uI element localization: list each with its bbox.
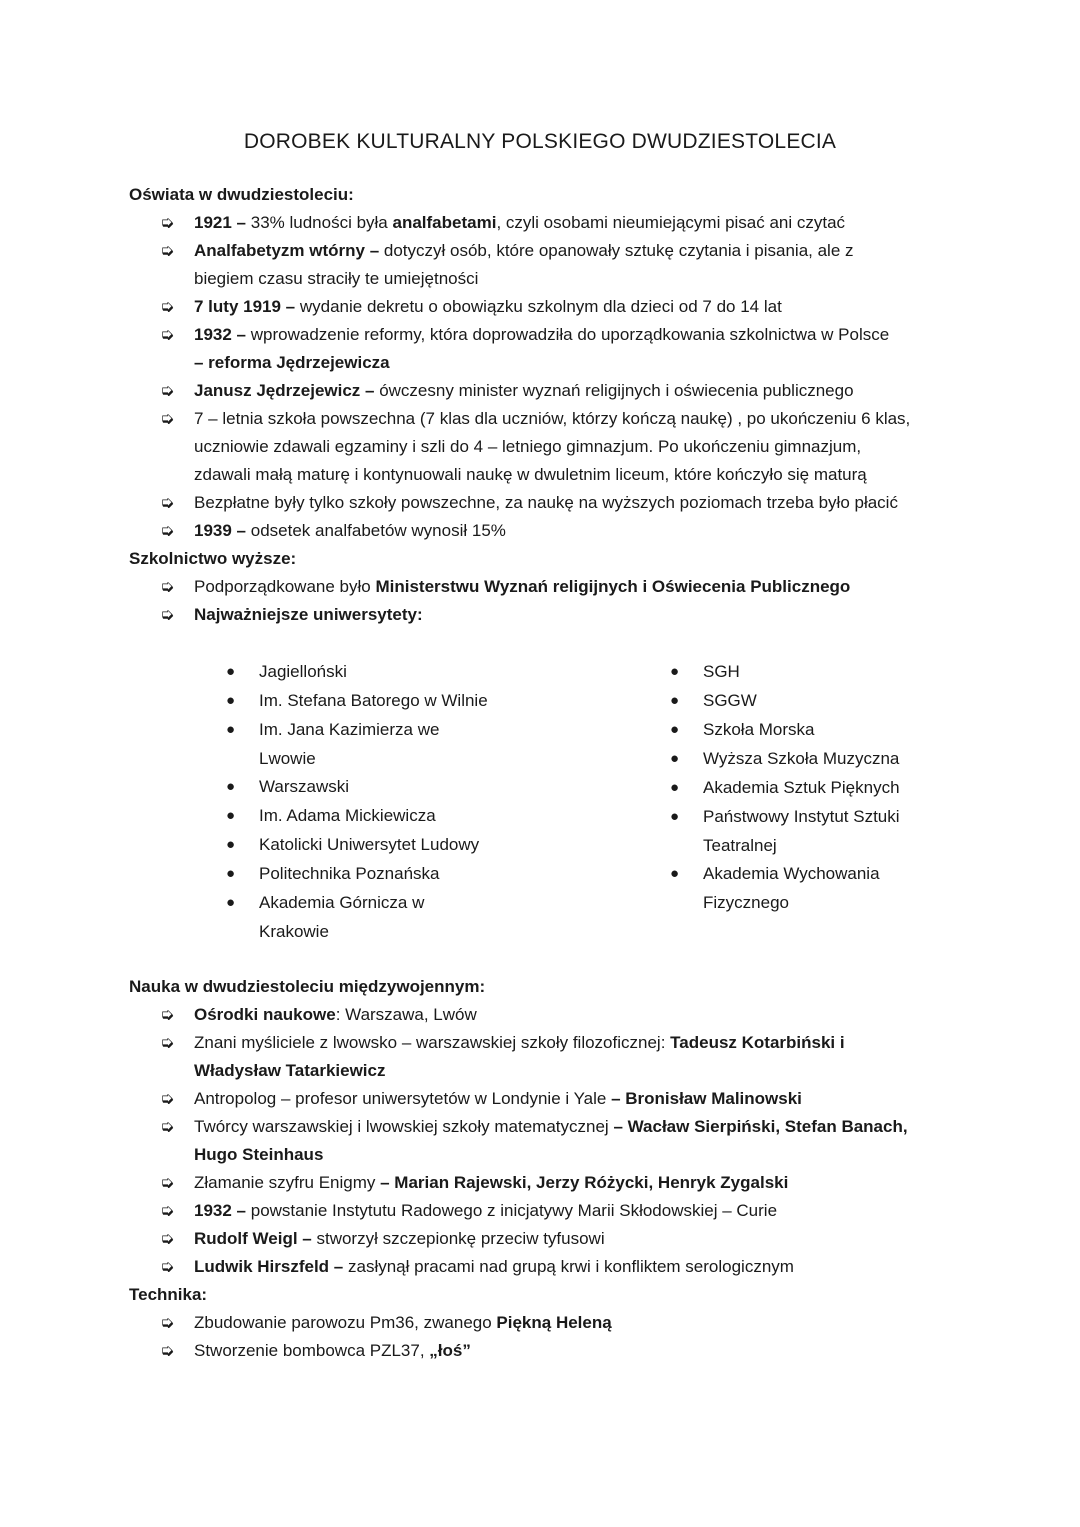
bullet-dot-icon: ● xyxy=(670,663,680,680)
university-item: ● SGGW xyxy=(670,687,757,716)
arrow-bullet-icon: ➭ xyxy=(160,605,175,624)
arrow-bullet-icon: ➭ xyxy=(160,577,175,596)
arrow-bullet-icon: ➭ xyxy=(160,409,175,428)
list-item: ➭ Antropolog – profesor uniwersytetów w Londynie i Yale – Bronisław Malinowski xyxy=(160,1085,960,1113)
list-item: ➭ 1939 – odsetek analfabetów wynosił 15% xyxy=(160,517,960,545)
arrow-bullet-icon: ➭ xyxy=(160,1005,175,1024)
list-item: ➭ Ośrodki naukowe: Warszawa, Lwów xyxy=(160,1001,960,1029)
bullet-dot-icon: ● xyxy=(226,721,236,738)
arrow-bullet-icon: ➭ xyxy=(160,1117,175,1136)
list-item: ➭ Janusz Jędrzejewicz – ówczesny minister wyznań religijnych i oświecenia publicznego xyxy=(160,377,960,405)
university-item: ● Akademia Górnicza w Krakowie xyxy=(226,889,424,946)
bullet-dot-icon: ● xyxy=(670,865,680,882)
arrow-bullet-icon: ➭ xyxy=(160,1173,175,1192)
arrow-bullet-icon: ➭ xyxy=(160,325,175,344)
university-item: ● Akademia Wychowania Fizycznego xyxy=(670,860,880,917)
arrow-bullet-icon: ➭ xyxy=(160,297,175,316)
section-heading-technika: Technika: xyxy=(129,1285,208,1304)
bullet-dot-icon: ● xyxy=(670,779,680,796)
section-heading-nauka: Nauka w dwudziestoleciu międzywojennym: xyxy=(129,977,486,996)
university-item: ● Państwowy Instytut Sztuki Teatralnej xyxy=(670,803,900,860)
university-item: ● Im. Jana Kazimierza we Lwowie xyxy=(226,716,439,773)
arrow-bullet-icon: ➭ xyxy=(160,241,175,260)
page-title: DOROBEK KULTURALNY POLSKIEGO DWUDZIESTOLECIA xyxy=(243,130,837,153)
list-item: ➭ 7 luty 1919 – wydanie dekretu o obowiązku szkolnym dla dzieci od 7 do 14 lat xyxy=(160,293,960,321)
list-item: ➭ Twórcy warszawskiej i lwowskiej szkoły matematycznej – Wacław Sierpiński, Stefan Banach, Hugo Steinhaus xyxy=(160,1113,960,1169)
arrow-bullet-icon: ➭ xyxy=(160,1089,175,1108)
arrow-bullet-icon: ➭ xyxy=(160,493,175,512)
list-item: ➭ 7 – letnia szkoła powszechna (7 klas dla uczniów, którzy kończą naukę) , po ukończeniu 6 klas, uczniowie zdawali egzaminy i szli do 4 – letniego gimnazjum. Po ukończeniu gimnazjum, zdawali małą maturę i kontynuowali naukę w dwuletnim liceum, które kończyło się maturą xyxy=(160,405,960,489)
bullet-dot-icon: ● xyxy=(226,692,236,709)
bullet-dot-icon: ● xyxy=(226,836,236,853)
arrow-bullet-icon: ➭ xyxy=(160,521,175,540)
list-item: ➭ Rudolf Weigl – stworzył szczepionkę przeciw tyfusowi xyxy=(160,1225,960,1253)
list-item: ➭ Stworzenie bombowca PZL37, „łoś” xyxy=(160,1337,960,1365)
section-heading-szkolnictwo: Szkolnictwo wyższe: xyxy=(129,549,297,568)
list-item: ➭ Znani myśliciele z lwowsko – warszawskiej szkoły filozoficznej: Tadeusz Kotarbiński i Władysław Tatarkiewicz xyxy=(160,1029,960,1085)
university-item: ● Im. Stefana Batorego w Wilnie xyxy=(226,687,488,716)
university-item: ● Szkoła Morska xyxy=(670,716,814,745)
bullet-dot-icon: ● xyxy=(226,663,236,680)
list-item: ➭ Zbudowanie parowozu Pm36, zwanego Piękną Heleną xyxy=(160,1309,960,1337)
arrow-bullet-icon: ➭ xyxy=(160,213,175,232)
bullet-dot-icon: ● xyxy=(670,692,680,709)
arrow-bullet-icon: ➭ xyxy=(160,1201,175,1220)
arrow-bullet-icon: ➭ xyxy=(160,1033,175,1052)
list-item: ➭ 1932 – wprowadzenie reformy, która doprowadziła do uporządkowania szkolnictwa w Polsce – reforma Jędrzejewicza xyxy=(160,321,960,377)
bullet-dot-icon: ● xyxy=(670,808,680,825)
university-item: ● Katolicki Uniwersytet Ludowy xyxy=(226,831,479,860)
list-item: ➭ Najważniejsze uniwersytety: xyxy=(160,601,960,629)
bullet-dot-icon: ● xyxy=(670,750,680,767)
list-item: ➭ 1932 – powstanie Instytutu Radowego z inicjatywy Marii Skłodowskiej – Curie xyxy=(160,1197,960,1225)
arrow-bullet-icon: ➭ xyxy=(160,381,175,400)
list-item: ➭ Ludwik Hirszfeld – zasłynął pracami nad grupą krwi i konfliktem serologicznym xyxy=(160,1253,960,1281)
list-item: ➭ Bezpłatne były tylko szkoły powszechne, za naukę na wyższych poziomach trzeba było płacić xyxy=(160,489,960,517)
bullet-dot-icon: ● xyxy=(226,778,236,795)
section-heading-oswiata: Oświata w dwudziestoleciu: xyxy=(129,185,354,204)
list-item: ➭ Podporządkowane było Ministerstwu Wyznań religijnych i Oświecenia Publicznego xyxy=(160,573,960,601)
arrow-bullet-icon: ➭ xyxy=(160,1257,175,1276)
list-item: ➭ 1921 – 33% ludności była analfabetami, czyli osobami nieumiejącymi pisać ani czytać xyxy=(160,209,960,237)
arrow-bullet-icon: ➭ xyxy=(160,1229,175,1248)
university-item: ● Akademia Sztuk Pięknych xyxy=(670,774,900,803)
arrow-bullet-icon: ➭ xyxy=(160,1313,175,1332)
university-item: ● Jagielloński xyxy=(226,658,347,687)
university-item: ● Wyższa Szkoła Muzyczna xyxy=(670,745,899,774)
list-item: ➭ Złamanie szyfru Enigmy – Marian Rajewski, Jerzy Różycki, Henryk Zygalski xyxy=(160,1169,960,1197)
bullet-dot-icon: ● xyxy=(670,721,680,738)
list-item: ➭ Analfabetyzm wtórny – dotyczył osób, które opanowały sztukę czytania i pisania, ale z biegiem czasu straciły te umiejętności xyxy=(160,237,960,293)
university-item: ● SGH xyxy=(670,658,740,687)
bullet-dot-icon: ● xyxy=(226,865,236,882)
university-item: ● Warszawski xyxy=(226,773,349,802)
university-item: ● Politechnika Poznańska xyxy=(226,860,440,889)
bullet-dot-icon: ● xyxy=(226,894,236,911)
arrow-bullet-icon: ➭ xyxy=(160,1341,175,1360)
bullet-dot-icon: ● xyxy=(226,807,236,824)
university-item: ● Im. Adama Mickiewicza xyxy=(226,802,436,831)
